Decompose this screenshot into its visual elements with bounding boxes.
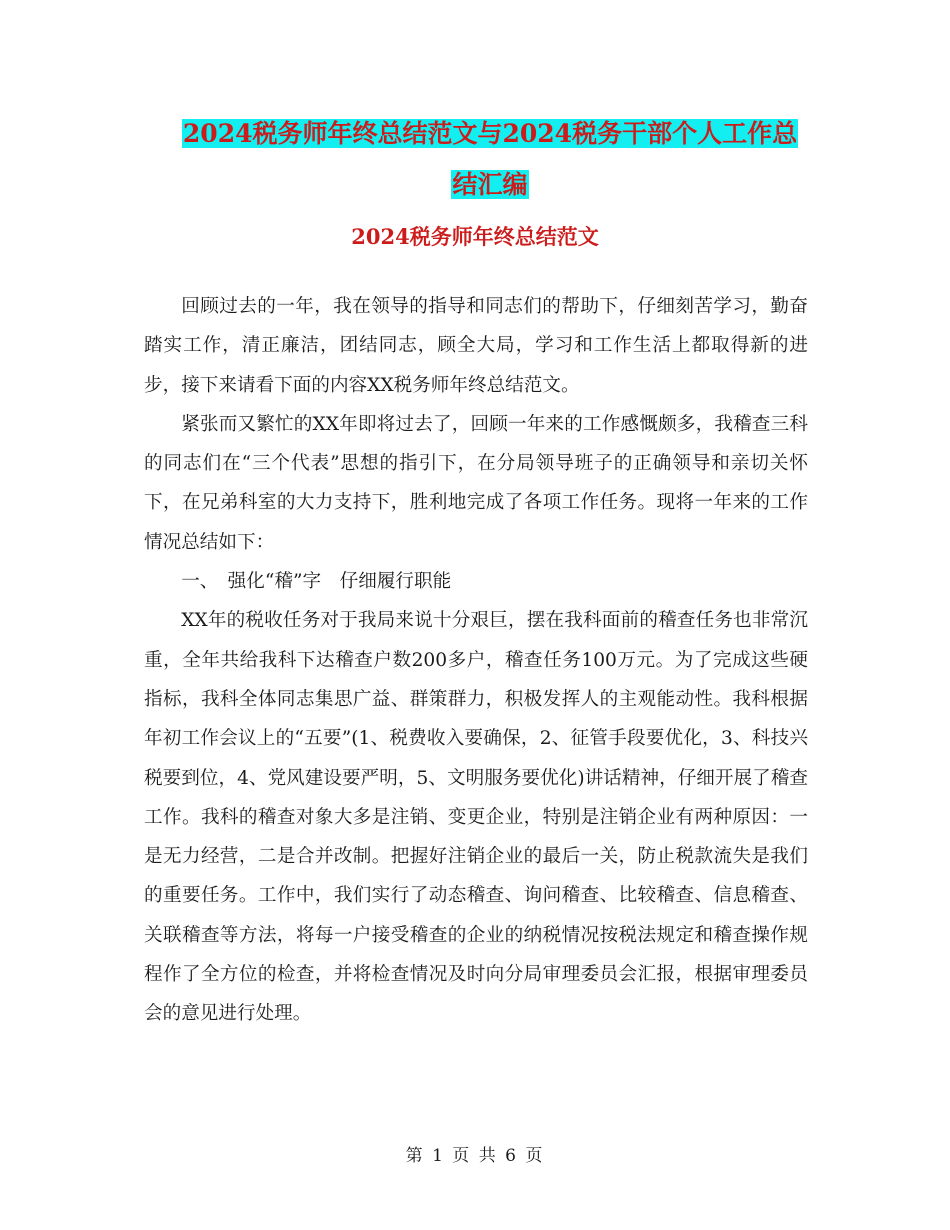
title-line-1: 2024税务师年终总结范文与2024税务干部个人工作总 xyxy=(182,119,798,148)
document-title xyxy=(140,108,840,210)
paragraph-heading-1: 一、 强化“稽”字 仔细履行职能 xyxy=(181,571,452,593)
paragraph-intro: 回顾过去的一年，我在领导的指导和同志们的帮助下，仔细刻苦学习，勤奋踏实工作，清正廉洁，团结同志，顾全大局，学习和工作生活上都取得新的进步，接下来请看下面的内容XX税务师年终总结范文。 xyxy=(144,296,808,396)
page-footer: 第 1 页 共 6 页 xyxy=(405,1146,545,1166)
section-title: 2024税务师年终总结范文 xyxy=(351,224,599,249)
title-line-2: 结汇编 xyxy=(452,170,528,199)
paragraph-overview: 紧张而又繁忙的XX年即将过去了，回顾一年来的工作感慨颇多，我稽查三科的同志们在“三个代表”思想的指引下，在分局领导班子的正确领导和亲切关怀下，在兄弟科室的大力支持下，胜利地完成了各项工作任务。现将一年来的工作情况总结如下： xyxy=(144,413,808,553)
body-text xyxy=(144,287,808,1034)
paragraph-audit-work: XX年的税收任务对于我局来说十分艰巨，摆在我科面前的稽查任务也非常沉重，全年共给我科下达稽查户数200多户，稽查任务100万元。为了完成这些硬指标，我科全体同志集思广益、群策群力，积极发挥人的主观能动性。我科根据年初工作会议上的“五要”(1、税费收入要确保，2、征管手段要优化，3、科技兴税要到位，4、党风建设要严明，5、文明服务要优化)讲话精神，仔细开展了稽查工作。我科的稽查对象大多是注销、变更企业，特别是注销企业有两种原因：一是无力经营，二是合并改制。把握好注销企业的最后一关，防止税款流失是我们的重要任务。工作中，我们实行了动态稽查、询问稽查、比较稽查、信息稽查、关联稽查等方法，将每一户接受稽查的企业的纳税情况按税法规定和稽查操作规程作了全方位的检查，并将检查情况及时向分局审理委员会汇报，根据审理委员会的意见进行处理。 xyxy=(144,610,808,1025)
